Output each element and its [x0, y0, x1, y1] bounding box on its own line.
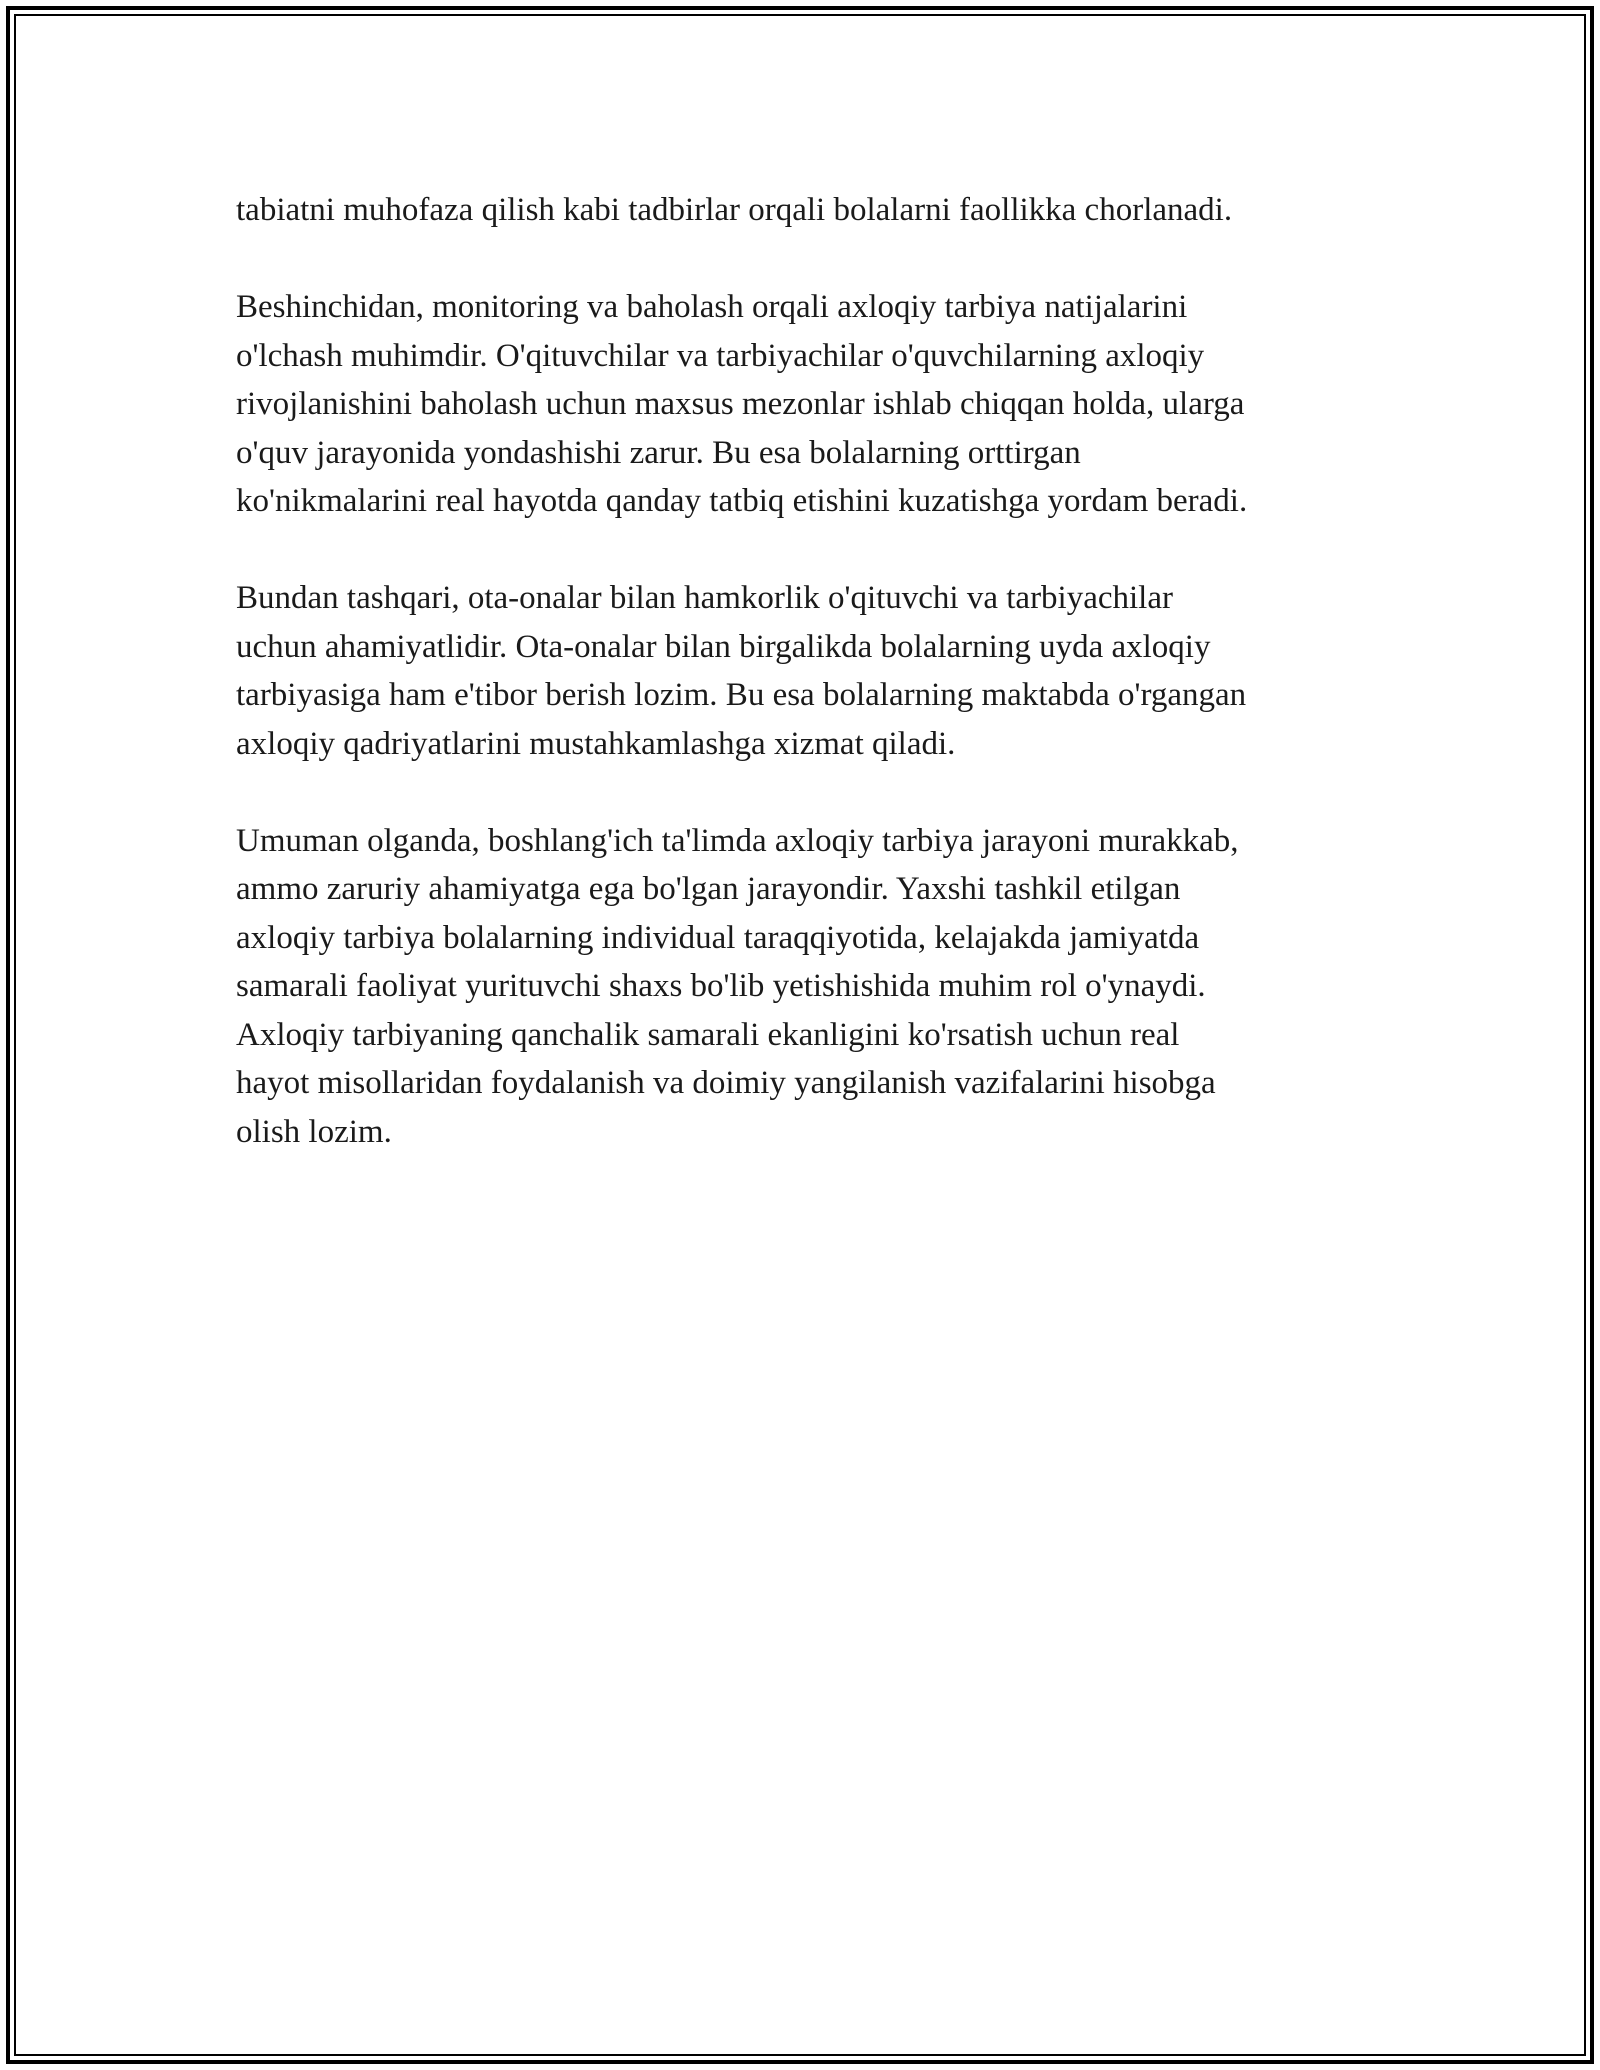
- paragraph-monitoring: Beshinchidan, monitoring va baholash orqali axloqiy tarbiya natijalarini o'lchash muhimdir. O'qituvchilar va tarbiyachilar o'quvchilarning axloqiy rivojlanishini baholash uchun maxsus mezonlar ishlab chiqqan holda, ularga o'quv jarayonida yondashishi zarur. Bu esa bolalarning orttirgan ko'nikmalarini real hayotda qanday tatbiq etishini kuzatishga yordam beradi.: [236, 289, 1248, 519]
- document-body: [236, 186, 1396, 1205]
- paragraph-parents-cooperation: Bundan tashqari, ota-onalar bilan hamkorlik o'qituvchi va tarbiyachilar uchun ahamiyatlidir. Ota-onalar bilan birgalikda bolalarning uyda axloqiy tarbiyasiga ham e'tibor berish lozim. Bu esa bolalarning maktabda o'rgangan axloqiy qadriyatlarini mustahkamlashga xizmat qiladi.: [236, 580, 1247, 762]
- paragraph-conclusion: Umuman olganda, boshlang'ich ta'limda axloqiy tarbiya jarayoni murakkab, ammo zaruriy ahamiyatga ega bo'lgan jarayondir. Yaxshi tashkil etilgan axloqiy tarbiya bolalarning individual taraqqiyotida, kelajakda jamiyatda samarali faoliyat yurituvchi shaxs bo'lib yetishishida muhim rol o'ynaydi. Axloqiy tarbiyaning qanchalik samarali ekanligini ko'rsatish uchun real hayot misollaridan foydalanish va doimiy yangilanish vazifalarini hisobga olish lozim.: [236, 822, 1239, 1150]
- paragraph-continuation: tabiatni muhofaza qilish kabi tadbirlar orqali bolalarni faollikka chorlanadi.: [236, 192, 1233, 228]
